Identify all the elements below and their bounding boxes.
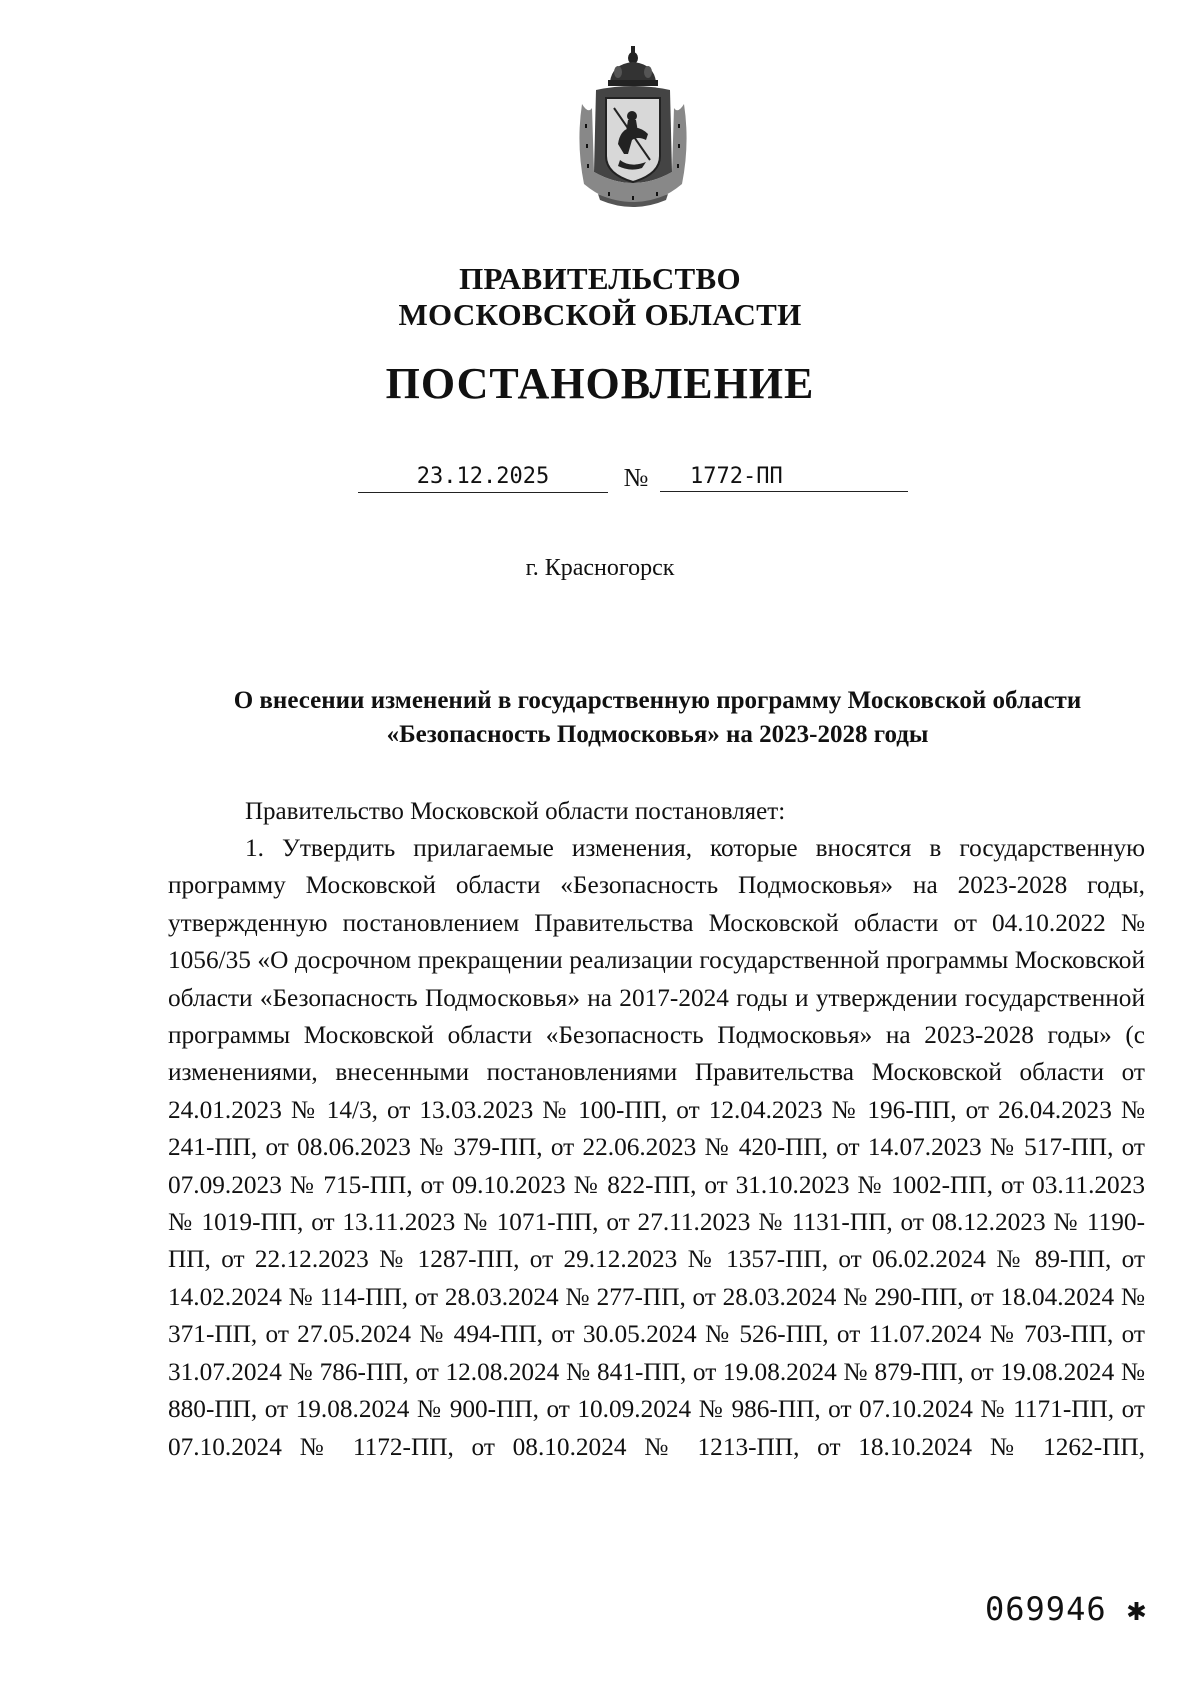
serial-number: [985, 1590, 1147, 1628]
resolution-paragraph-1: 1. Утвердить прилагаемые изменения, которые вносятся в государственную программу Московской области «Безопасность Подмосковья» на 2023-2028 годы, утвержденную постановлением Правительства Московской области от 04.10.2022 № 1056/35 «О досрочном прекращении реализации государственной программы Московской области «Безопасность Подмосковья» на 2017-2024 годы и утверждении государственной программы Московской области «Безопасность Подмосковья» на 2023-2028 годы» (с изменениями, внесенными постановлениями Правительства Московской области от 24.01.2023 № 14/3, от 13.03.2023 № 100-ПП, от 12.04.2023 № 196-ПП, от 26.04.2023 № 241-ПП, от 08.06.2023 № 379-ПП, от 22.06.2023 № 420-ПП, от 14.07.2023 № 517-ПП, от 07.09.2023 № 715-ПП, от 09.10.2023 № 822-ПП, от 31.10.2023 № 1002-ПП, от 03.11.2023 № 1019-ПП, от 13.11.2023 № 1071-ПП, от 27.11.2023 № 1131-ПП, от 08.12.2023 № 1190-ПП, от 22.12.2023 № 1287-ПП, от 29.12.2023 № 1357-ПП, от 06.02.2024 № 89-ПП, от 14.02.2024 № 114-ПП, от 28.03.2024 № 277-ПП, от 28.03.2024 № 290-ПП, от 18.04.2024 № 371-ПП, от 27.05.2024 № 494-ПП, от 30.05.2024 № 526-ПП, от 11.07.2024 № 703-ПП, от 31.07.2024 № 786-ПП, от 12.08.2024 № 841-ПП, от 19.08.2024 № 879-ПП, от 19.08.2024 № 880-ПП, от 19.08.2024 № 900-ПП, от 10.09.2024 № 986-ПП, от 07.10.2024 № 1171-ПП, от 07.10.2024 № 1172-ПП, от 08.10.2024 № 1213-ПП, от 18.10.2024 № 1262-ПП,: [168, 834, 1145, 1461]
coat-of-arms-icon: [568, 44, 698, 210]
organization-name-line2: МОСКОВСКОЙ ОБЛАСТИ: [398, 297, 802, 332]
organization-name-line1: ПРАВИТЕЛЬСТВО: [459, 261, 741, 296]
resolution-lead: Правительство Московской области постановляет:: [245, 798, 786, 825]
document-subject: [170, 684, 1145, 752]
subject-line2: «Безопасность Подмосковья» на 2023-2028 годы: [386, 721, 929, 748]
number-sign: №: [623, 463, 649, 492]
asterisk-mark-icon: ✱: [1126, 1590, 1148, 1628]
subject-line1: О внесении изменений в государственную программу Московской области: [233, 687, 1082, 714]
city-of-issue: г. Красногорск: [525, 555, 675, 581]
serial-number-text: 069946: [985, 1590, 1107, 1628]
document-date: 23.12.2025: [358, 462, 608, 493]
document-number: 1772-ПП: [660, 462, 908, 492]
document-type-title: ПОСТАНОВЛЕНИЕ: [385, 359, 815, 408]
